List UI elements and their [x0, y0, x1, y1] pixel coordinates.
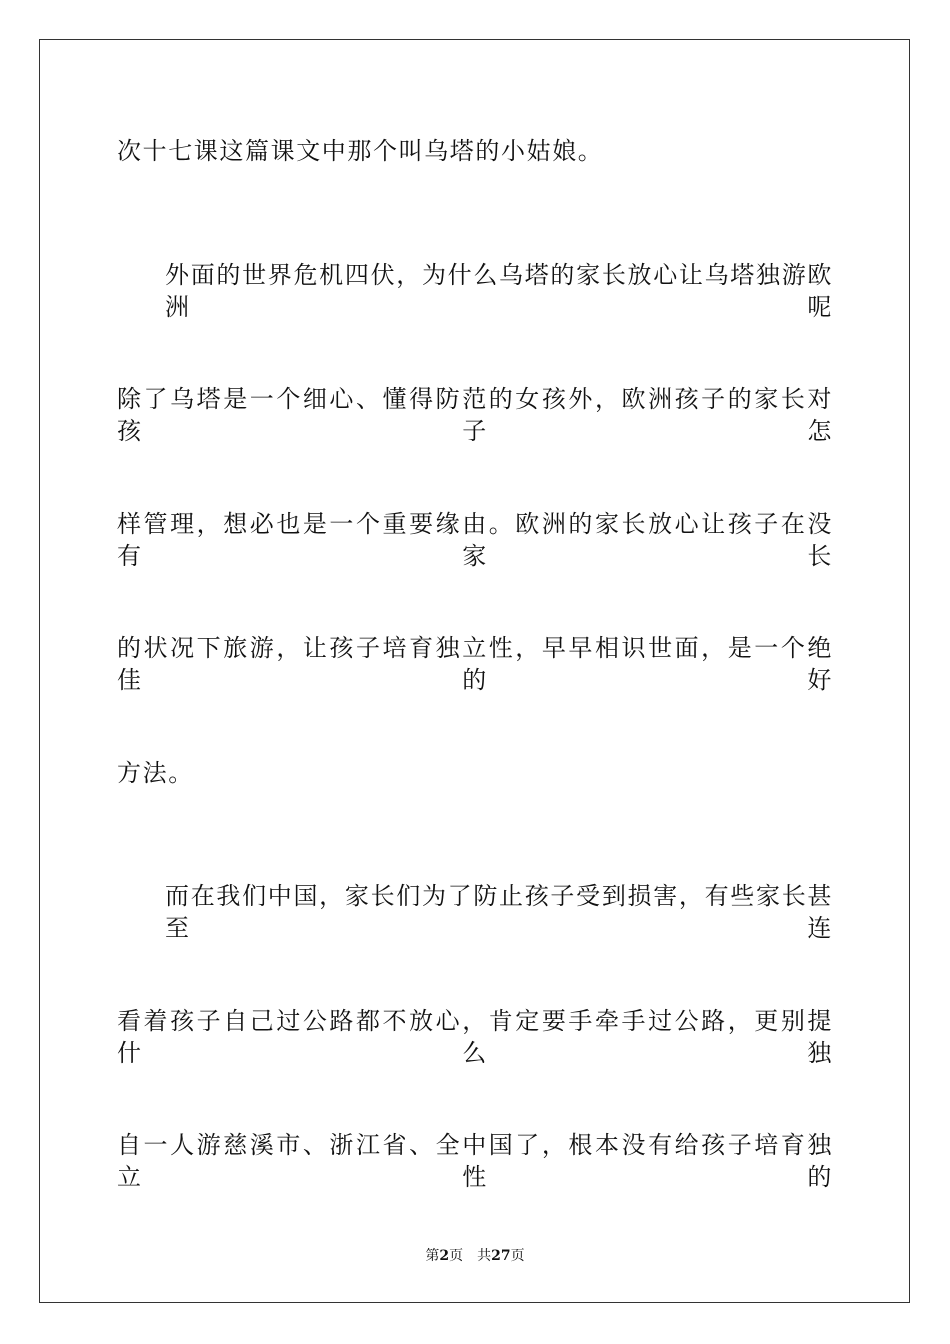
- total-prefix: 共: [477, 1248, 492, 1264]
- total-suffix: 页: [510, 1248, 525, 1264]
- page-prefix: 第: [425, 1248, 440, 1264]
- text-line: 看着孩子自己过公路都不放心，肯定要手牵手过公路，更别提什么独: [117, 1007, 833, 1067]
- text-line: 除了乌塔是一个细心、懂得防范的女孩外，欧洲孩子的家长对孩子怎: [117, 385, 833, 445]
- paragraph-start-line: 而在我们中国，家长们为了防止孩子受到损害，有些家长甚至连: [165, 882, 833, 942]
- total-pages: 27: [491, 1248, 511, 1264]
- page-number: 2: [439, 1248, 450, 1264]
- text-line: 的状况下旅游，让孩子培育独立性，早早相识世面，是一个绝佳的好: [117, 634, 833, 694]
- text-line: 自一人游慈溪市、浙江省、全中国了，根本没有给孩子培育独立性的: [117, 1131, 833, 1191]
- text-line: 样管理，想必也是一个重要缘由。欧洲的家长放心让孩子在没有家长: [117, 510, 833, 570]
- text-line: 次十七课这篇课文中那个叫乌塔的小姑娘。: [117, 137, 604, 165]
- page-footer: [0, 1247, 950, 1265]
- text-line: 方法。: [117, 759, 194, 787]
- paragraph-start-line: 外面的世界危机四伏，为什么乌塔的家长放心让乌塔独游欧洲呢: [165, 261, 833, 321]
- page-suffix: 页: [449, 1248, 464, 1264]
